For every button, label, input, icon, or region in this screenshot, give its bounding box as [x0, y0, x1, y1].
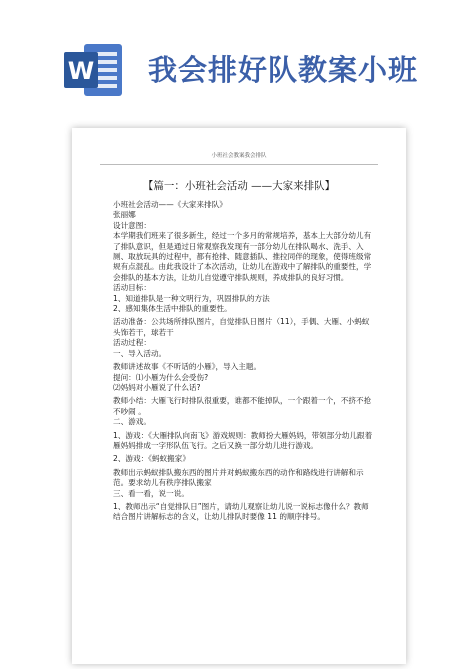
body-line: 提问：⑴小雁为什么会受伤?: [113, 372, 209, 382]
body-paragraph: 1、教师出示“自觉排队日”图片，请幼儿观察让幼儿说一说标志像什么？教师结合图片讲解标志的含义，让幼儿排队时要像 11 的顺序排号。: [113, 501, 369, 522]
body-line: 活动目标：: [113, 283, 151, 293]
word-document-icon: [62, 38, 126, 102]
banner-title: 我会排好队教案小班: [148, 53, 419, 87]
body-paragraph: 1、游戏：《大雁排队向南飞》游戏规则：教师扮大雁妈妈，带领部分幼儿跟着雁妈妈排成一字形队伍飞行。之后又换一部分幼儿进行游戏。: [113, 430, 373, 450]
header-rule: [100, 164, 378, 165]
body-line: 1、知道排队是一种文明行为，巩固排队的方法: [113, 293, 270, 303]
body-line: 小班社会活动——《大家来排队》: [113, 200, 227, 209]
body-line: 教师讲述故事《不听话的小雁》，导入主题。: [113, 362, 262, 372]
word-icon-letter: W: [67, 57, 95, 85]
banner: [0, 0, 474, 118]
body-paragraph: 本学期我们班来了很多新生，经过一个多月的常规培养，基本上大部分幼儿有了排队意识，但是通过日常观察我发现有一部分幼儿在排队喝水、洗手、入厕、取放玩具的过程中，都有抢排、随意插队、推拉同伴的现象，使得班级常规有点混乱。由此我设计了本次活动，让幼儿在游戏中了解排队的重要性，学会排队的基本方法，让幼儿自觉遵守排队规则，养成排队的良好习惯。: [113, 231, 372, 282]
body-paragraph: 教师小结：大雁飞行时排队很重要，谁都不能掉队，一个跟着一个，不挤不抢 不吵闹 。: [113, 396, 372, 416]
body-line: 2、感知集体生活中排队的重要性。: [113, 304, 232, 314]
document-heading: 【篇一：小班社会活动 ——大家来排队】: [142, 180, 336, 192]
body-line: 三、看一看，说一说。: [113, 488, 189, 498]
body-line: 张丽娜: [113, 210, 136, 220]
document-body: [113, 200, 375, 523]
body-line: 二、游戏。: [113, 417, 151, 427]
body-line: 设计意图：: [113, 220, 151, 230]
body-line: 一、导入活动。: [113, 348, 167, 358]
running-header: 小班社会教案我会排队: [211, 153, 267, 159]
body-line: 活动过程：: [113, 338, 151, 348]
body-line: ⑵妈妈对小雁说了什么话?: [113, 382, 201, 392]
body-paragraph: 活动准备：公共场所排队图片，自觉排队日图片（11），手偶、大雁、小蚂蚁头饰若干，球若干: [113, 317, 370, 337]
body-paragraph: 教师出示蚂蚁排队搬东西的图片并对蚂蚁搬东西的动作和路线进行讲解和示范。要求幼儿有秩序排队搬家: [113, 467, 364, 488]
body-line: 2、游戏：《蚂蚁搬家》: [113, 454, 190, 464]
document-page: [72, 128, 406, 664]
